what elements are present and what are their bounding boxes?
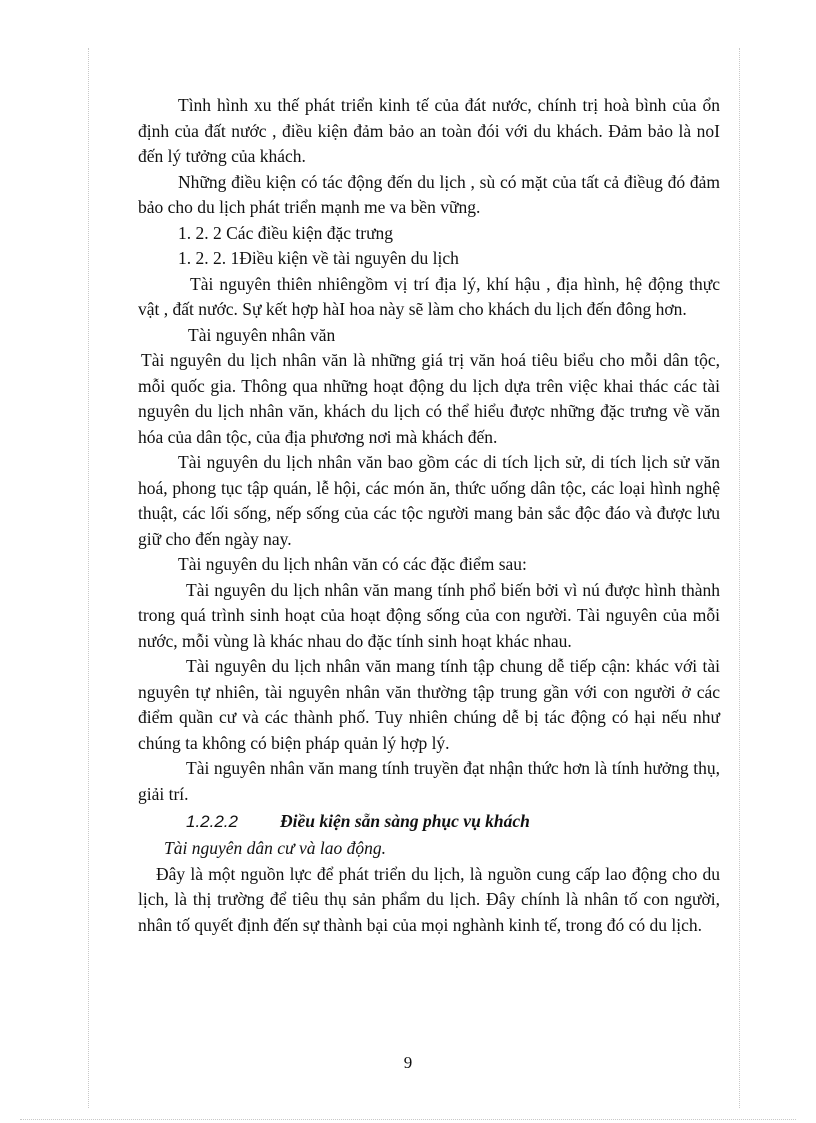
paragraph: Tài nguyên du lịch nhân văn có các đặc điểm sau: [178, 554, 527, 574]
paragraph: Những điều kiện có tác động đến du lịch , sù có mặt của tất cả điềug đó đảm bảo cho du lịch phát triển mạnh me va bền vững. [138, 171, 720, 217]
section-number: 1.2.2.2 [186, 812, 238, 831]
paragraph: Tài nguyên thiên nhiêngồm vị trí địa lý, khí hậu , địa hình, hệ động thực vật , đất nước. Sự kết hợp hàI hoa này sẽ làm cho khách du lịch đến đông hơn. [138, 273, 720, 319]
section-heading: 1. 2. 2 Các điều kiện đặc trưng [178, 222, 394, 243]
paragraph: Tình hình xu thế phát triển kinh tế của đát nước, chính trị hoà bình của ổn định của đất nước , điều kiện đảm bảo an toàn đói với du khách. Đảm bảo là noI đến lý tưởng của khách. [138, 95, 720, 166]
paragraph: Đây là một nguồn lực để phát triển du lịch, là nguồn cung cấp lao động cho du lịch, là thị trường để tiêu thụ sản phẩm du lịch. Đây chính là nhân tố con người, nhân tố quyết định đến sự thành bại của mọi nghành kinh tế, trong đó có du lịch. [138, 863, 720, 935]
section-title: Điều kiện sẵn sàng phục vụ khách [280, 811, 530, 831]
topic-label: Tài nguyên nhân văn [188, 324, 336, 345]
body-text [138, 93, 720, 938]
subheading: Tài nguyên dân cư và lao động. [164, 838, 386, 858]
paragraph: Tài nguyên du lịch nhân văn là những giá trị văn hoá tiêu biểu cho mỗi dân tộc, mỗi quốc gia. Thông qua những hoạt động du lịch dựa trên việc khai thác các tài nguyên du lịch nhân văn, khách du lịch có thể hiểu được những đặc trưng về văn hóa của dân tộc, của địa phương nơi mà khách đến. [138, 350, 720, 447]
paragraph: Tài nguyên du lịch nhân văn bao gồm các di tích lịch sử, di tích lịch sử văn hoá, phong tục tập quán, lễ hội, các món ăn, thức uống dân tộc, các loại hình nghệ thuật, các lối sống, nếp sống của các tộc người mang bản sắc độc đáo và được lưu giữ cho đến ngày nay. [138, 452, 720, 549]
paragraph: Tài nguyên du lịch nhân văn mang tính tập chung dễ tiếp cận: khác với tài nguyên tự nhiên, tài nguyên nhân văn thường tập trung gần với con người ở các điểm quần cư và các thành phố. Tuy nhiên chúng dễ bị tác động có hại nếu như chúng ta không có biện pháp quản lý hợp lý. [138, 656, 720, 753]
paragraph: Tài nguyên du lịch nhân văn mang tính phổ biến bởi vì nú được hình thành trong quá trình sinh hoạt của hoạt động sống của con người. Tài nguyên của mỗi nước, mỗi vùng là khác nhau do đặc tính sinh hoạt khác nhau. [138, 579, 720, 651]
page-number: 9 [403, 1053, 413, 1072]
page-bottom-rule [20, 1119, 796, 1120]
subsection-heading: 1. 2. 2. 1Điều kiện về tài nguyên du lịch [178, 248, 459, 268]
paragraph: Tài nguyên nhân văn mang tính truyền đạt nhận thức hơn là tính hưởng thụ, giải trí. [138, 758, 720, 804]
section-heading-row [138, 809, 720, 836]
